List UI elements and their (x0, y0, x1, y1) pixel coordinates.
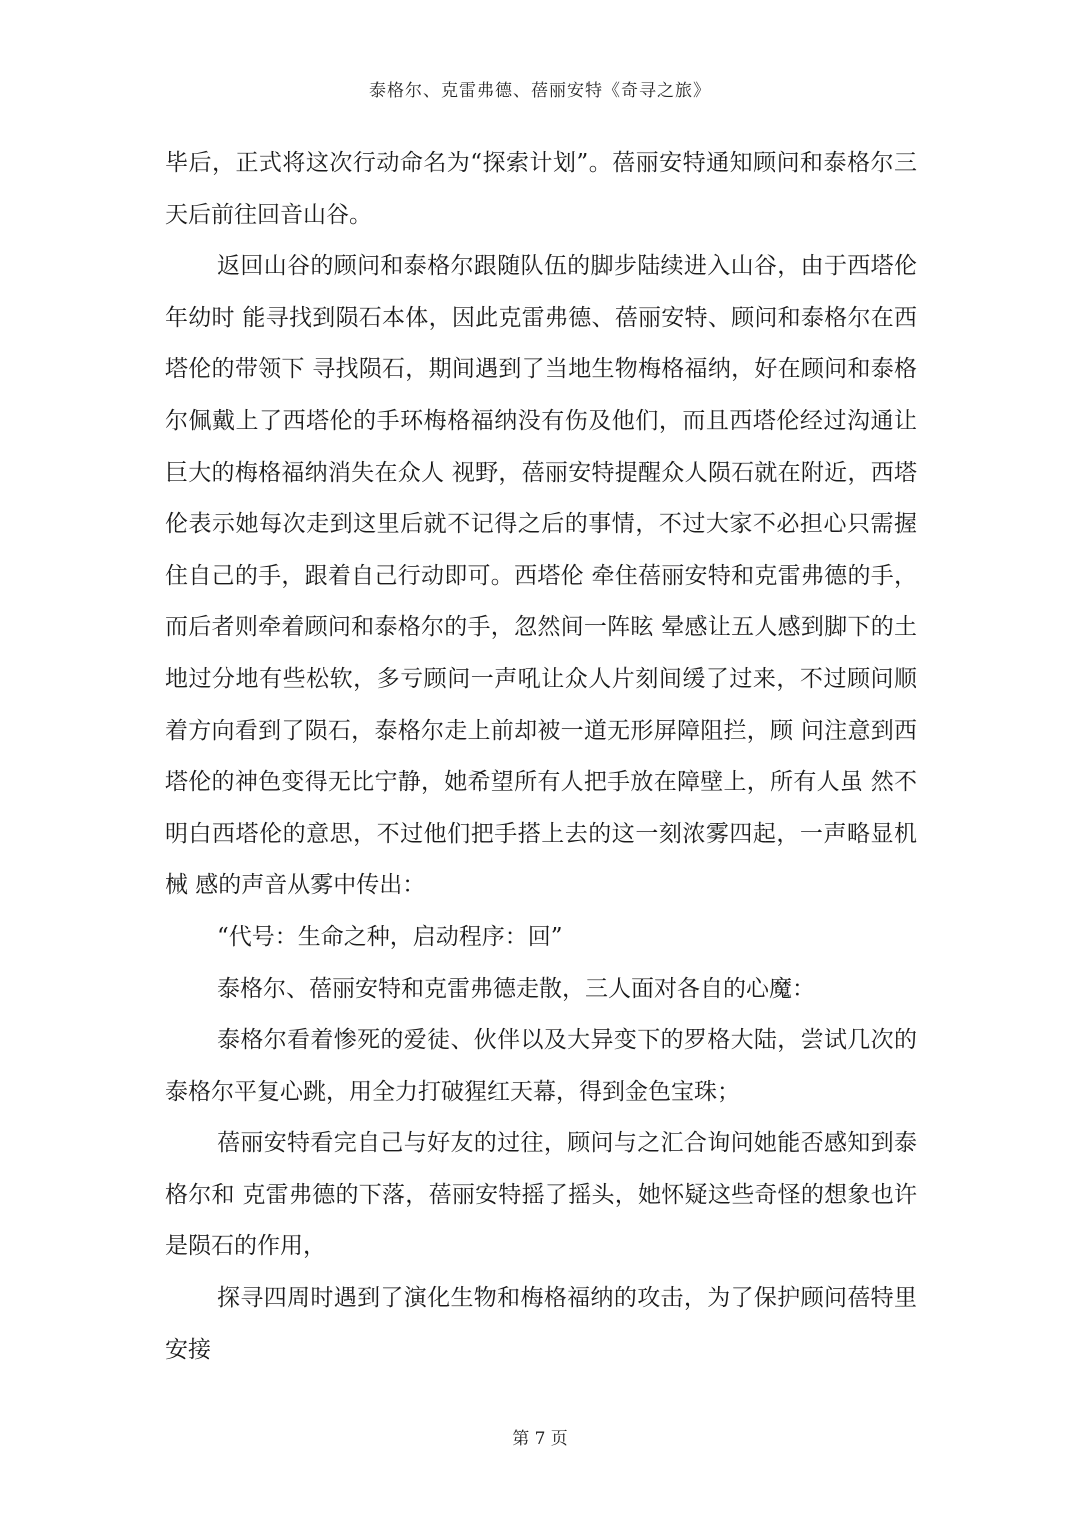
paragraph-3: “代号：生命之种，启动程序：回” (217, 923, 563, 950)
page-number: 第 7 页 (512, 1429, 568, 1449)
document-body (165, 138, 917, 1376)
paragraph-1: 毕后，正式将这次行动命名为“探索计划”。蓓丽安特通知顾问和泰格尔三天后前往回音山谷。 (165, 150, 917, 228)
paragraph-6: 蓓丽安特看完自己与好友的过往，顾问与之汇合询问她能否感知到泰格尔和 克雷弗德的下落，蓓丽安特摇了摇头，她怀疑这些奇怪的想象也许是陨石的作用， (165, 1130, 917, 1260)
paragraph-7: 探寻四周时遇到了演化生物和梅格福纳的攻击，为了保护顾问蓓特里安接 (165, 1285, 917, 1363)
paragraph-2: 返回山谷的顾问和泰格尔跟随队伍的脚步陆续进入山谷，由于西塔伦年幼时 能寻找到陨石本体，因此克雷弗德、蓓丽安特、顾问和泰格尔在西塔伦的带领下 寻找陨石，期间遇到了当地生物梅格福纳，好在顾问和泰格尔佩戴上了西塔伦的手环梅格福纳没有伤及他们，而且西塔伦经过沟通让巨大的梅格福纳消失在众人 视野，蓓丽安特提醒众人陨石就在附近，西塔伦表示她每次走到这里后就不记得之后的事情，不过大家不必担心只需握住自己的手，跟着自己行动即可。西塔伦 牵住蓓丽安特和克雷弗德的手，而后者则牵着顾问和泰格尔的手，忽然间一阵眩 晕感让五人感到脚下的土地过分地有些松软，多亏顾问一声吼让众人片刻间缓了过来，不过顾问顺着方向看到了陨石，泰格尔走上前却被一道无形屏障阻拦，顾 问注意到西塔伦的神色变得无比宁静，她希望所有人把手放在障壁上，所有人虽 然不明白西塔伦的意思，不过他们把手搭上去的这一刻浓雾四起，一声略显机械 感的声音从雾中传出： (165, 253, 917, 899)
paragraph-5: 泰格尔看着惨死的爱徒、伙伴以及大异变下的罗格大陆，尝试几次的泰格尔平复心跳，用全力打破猩红天幕，得到金色宝珠； (165, 1027, 917, 1105)
paragraph-4: 泰格尔、蓓丽安特和克雷弗德走散，三人面对各自的心魔： (217, 975, 815, 1002)
page-header-title: 泰格尔、克雷弗德、蓓丽安特《奇寻之旅》 (369, 81, 711, 101)
